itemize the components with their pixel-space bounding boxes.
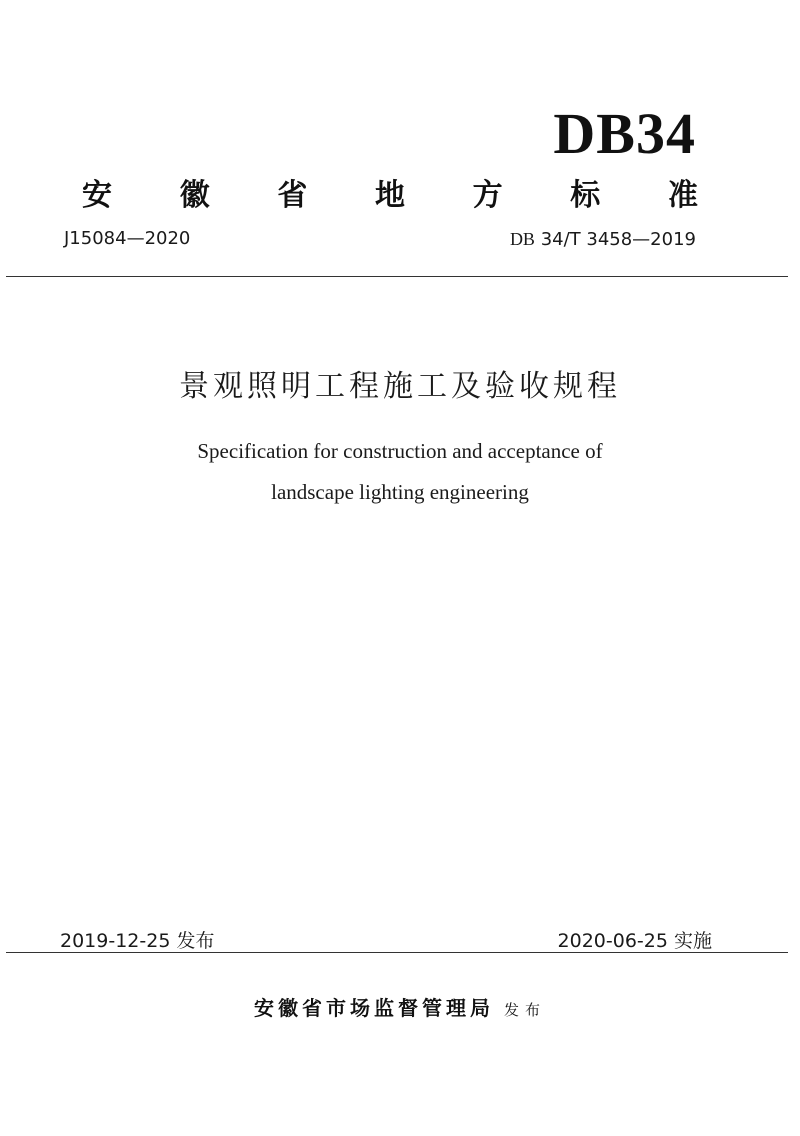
standard-type-char: 方 (472, 178, 503, 213)
document-title-en-line2: landscape lighting engineering (271, 480, 529, 504)
issue-date: 2019-12-25 发布 (60, 930, 215, 952)
standard-type (82, 176, 698, 216)
document-title-en-line1: Specification for construction and acceptance of (197, 439, 603, 463)
implement-date: 2020-06-25 实施 (557, 930, 712, 952)
standard-type-char: 徽 (179, 178, 210, 213)
top-divider (6, 276, 788, 277)
standard-type-char: 标 (570, 178, 601, 213)
standard-number (510, 227, 696, 252)
standard-number-prefix: DB (509, 229, 535, 249)
standard-type-char: 安 (82, 178, 112, 213)
standard-code: DB34 (553, 101, 696, 166)
publish-label: 发布 (503, 1001, 546, 1019)
document-title-cn: 景观照明工程施工及验收规程 (179, 369, 621, 404)
bottom-divider (6, 952, 788, 953)
publisher-line (0, 994, 800, 1024)
standard-number-value: 34/T 3458—2019 (540, 229, 696, 250)
standard-type-char: 地 (374, 178, 405, 213)
record-number: J15084—2020 (64, 228, 191, 249)
standard-type-char: 准 (667, 178, 698, 213)
publisher-name: 安徽省市场监督管理局 (253, 996, 494, 1020)
standard-type-char: 省 (277, 178, 308, 213)
